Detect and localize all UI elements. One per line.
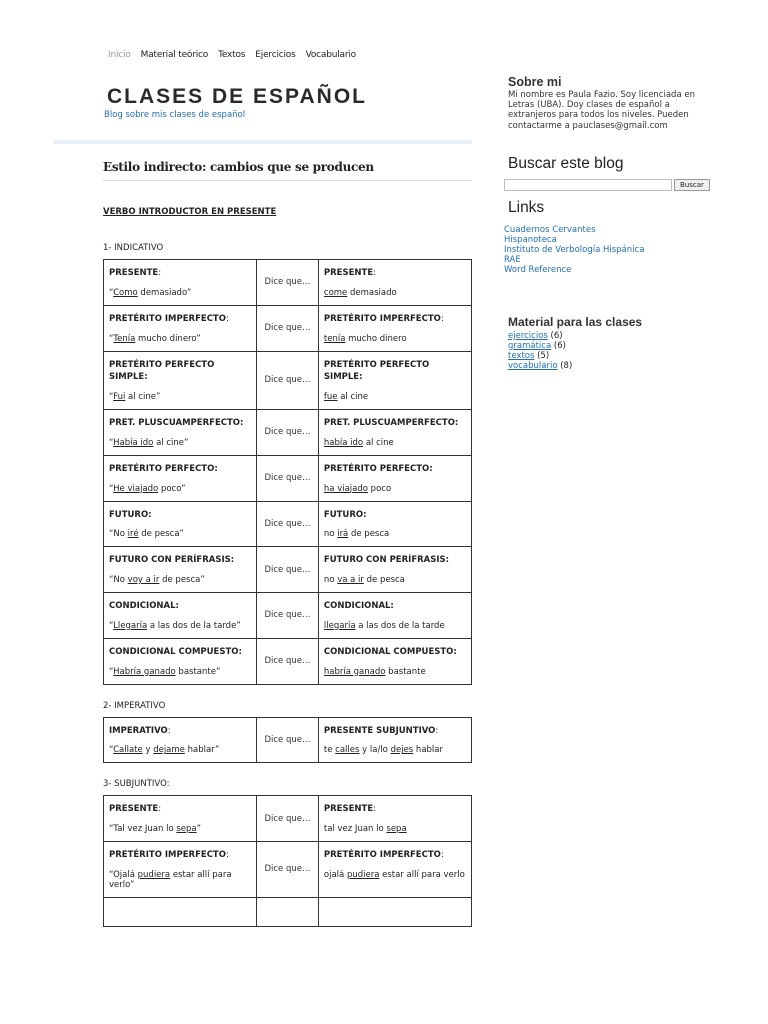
tense-label: CONDICIONAL COMPUESTO: [109,646,242,657]
example-text: al cine” [153,437,189,448]
direct-example [109,870,251,890]
direct-example [109,745,251,755]
table-row [104,501,472,547]
reporting-verb-cell: Dice que… [257,638,319,684]
site-subtitle: Blog sobre mis clases de español [104,110,246,120]
indirect-example [324,667,466,677]
tense-label: IMPERATIVO: [109,725,171,736]
tense-label: CONDICIONAL COMPUESTO: [323,646,457,657]
sidebar-link[interactable]: Word Reference [504,264,572,275]
reporting-verb-cell: Dice que… [257,305,319,351]
conjugation-table [103,259,472,685]
sidebar [504,75,714,371]
example-text: “ [109,287,114,298]
indirect-example [324,392,466,402]
tense-label: PRET. PLUSCUAMPERFECTO: [109,418,244,428]
example-text: mucho dinero [345,333,407,344]
search-title: Buscar este blog [508,154,624,172]
example-text: y [142,745,154,756]
table-row [104,547,472,593]
sidebar-link[interactable]: Cuadernos Cervantes [504,224,596,235]
table-row [104,260,472,306]
example-text: bastante [385,666,426,677]
example-text: “ [109,333,114,344]
example-text: bastante” [175,666,221,677]
direct-example [109,438,251,448]
about-title: Sobre mi [508,75,562,89]
example-text: no [323,575,338,585]
direct-speech-cell [104,501,257,547]
example-text: “No [109,529,128,540]
verb-link[interactable]: voy a ir [127,575,160,585]
direct-speech-cell [104,842,257,898]
table-row [104,593,472,639]
material-link[interactable]: ejercicios [508,330,548,341]
tense-label: PRESENTE: [323,268,377,278]
indirect-speech-cell [318,547,471,593]
verb-link[interactable]: va a ir [337,575,364,585]
verb-link[interactable]: Callate [113,745,143,756]
indirect-speech-cell [318,410,471,456]
verb-link[interactable]: llegaría [323,620,356,631]
verb-link[interactable]: pudiera [137,869,171,880]
direct-example [109,621,251,631]
search-row [504,179,714,191]
example-text: de pesca” [159,575,205,585]
example-text: “ [109,666,114,677]
example-text: hablar” [184,745,220,756]
verb-link[interactable]: habría ganado [323,666,386,677]
verb-link[interactable]: sepa [176,824,197,834]
verb-link[interactable]: Llegaría [113,620,148,631]
indirect-example [324,288,466,298]
tense-label: PRESENTE SUBJUNTIVO: [323,725,439,736]
example-text: de pesca [348,529,390,540]
tense-label: PRETÉRITO PERFECTO: [323,463,433,474]
example-text: al cine [363,437,394,448]
direct-example [109,575,251,585]
reporting-verb-cell: Dice que… [257,547,319,593]
reporting-verb-cell: Dice que… [257,796,319,842]
tense-label: PRETÉRITO PERFECTO: [109,463,218,474]
indirect-example [324,870,466,880]
links-title: Links [508,198,545,216]
sidebar-link[interactable]: Hispanoteca [504,234,557,245]
reporting-verb-cell: Dice que… [257,455,319,501]
link-item [504,235,714,245]
verb-link[interactable]: pudiera [346,869,380,880]
top-nav [108,50,366,60]
tense-label: CONDICIONAL: [109,601,179,611]
tense-label: PRETÉRITO IMPERFECTO: [323,850,444,860]
group-label: 1- INDICATIVO [103,243,164,253]
direct-speech-cell [104,547,257,593]
post-title[interactable]: Estilo indirecto: cambios que se producen [103,160,374,174]
direct-speech-cell [104,897,257,926]
sidebar-link[interactable]: Instituto de Verbología Hispánica [504,244,645,255]
table-row [104,410,472,456]
direct-speech-cell [104,593,257,639]
verb-link[interactable]: He viajado [113,483,159,494]
links-list [504,225,714,275]
reporting-verb-cell: Dice que… [257,410,319,456]
nav-item-ejercicios[interactable]: Ejercicios [255,50,296,60]
conjugation-groups [103,243,472,927]
link-item [504,265,714,275]
verb-link[interactable]: calles [335,745,360,756]
group-label: 2- IMPERATIVO [103,700,166,711]
material-item [508,331,714,341]
table-row [104,796,472,842]
example-text: a las dos de la tarde” [147,620,241,631]
direct-example [109,824,251,834]
indirect-speech-cell [318,455,471,501]
example-text: a las dos de la tarde [355,620,445,631]
material-count: (6) [547,330,563,341]
indirect-example [324,575,466,585]
indirect-speech-cell [318,501,471,547]
verb-link[interactable]: había ido [323,437,364,448]
verb-link[interactable]: dejes [390,745,414,756]
material-count: (6) [551,340,566,351]
example-text: al cine [337,392,369,402]
table-row [104,351,472,410]
material-link[interactable]: gramática [508,340,552,351]
example-text: poco” [158,483,186,494]
material-list [504,331,714,371]
conjugation-table [103,717,472,764]
example-text: estar allí para verlo [379,869,465,880]
direct-speech-cell [104,717,257,763]
direct-speech-cell [104,455,257,501]
direct-speech-cell [104,410,257,456]
direct-example [109,288,251,298]
direct-speech-cell [104,638,257,684]
example-text: poco [367,483,392,494]
tense-label: FUTURO: [109,509,152,520]
group-label: 3- SUBJUNTIVO: [103,779,170,790]
link-item [504,255,714,265]
indirect-speech-cell [318,796,471,842]
tense-label: PRETÉRITO IMPERFECTO: [109,850,229,860]
tense-label: FUTURO: [323,509,367,520]
tense-label: PRETÉRITO PERFECTO SIMPLE: [323,359,430,383]
material-link[interactable]: vocabulario [508,360,558,371]
conjugation-table [103,795,472,927]
nav-item-inicio[interactable]: Inicio [108,50,131,60]
site-title[interactable]: CLASES DE ESPAÑOL [107,85,367,108]
tense-label: PRETÉRITO IMPERFECTO: [109,313,229,324]
reporting-verb-cell: Dice que… [257,351,319,410]
example-text: no [323,529,338,540]
verb-link[interactable]: tenía [323,333,346,344]
indirect-speech-cell [318,717,471,763]
material-title: Material para las clases [508,314,643,329]
material-link[interactable]: textos [508,350,535,361]
table-row [104,842,472,898]
reporting-verb-cell: Dice que… [257,593,319,639]
verb-link[interactable]: Habría ganado [113,666,176,677]
direct-speech-cell [104,351,257,410]
example-text: “ [109,392,114,402]
verb-link[interactable]: sepa [386,824,407,834]
material-item [508,361,714,371]
indirect-example [324,621,466,631]
example-text: tal vez Juan lo [323,824,387,834]
verb-link[interactable]: irá [337,529,349,540]
reporting-verb-cell: Dice que… [257,842,319,898]
direct-example [109,334,251,344]
table-row [104,305,472,351]
example-text: hablar [413,745,443,756]
tense-label: PRET. PLUSCUAMPERFECTO: [323,418,459,428]
example-text: “No [109,575,128,585]
reporting-verb-cell: Dice que… [257,501,319,547]
tense-label: PRETÉRITO PERFECTO SIMPLE: [109,359,215,383]
example-text: estar allí para verlo” [109,869,232,890]
example-text: “ [109,483,114,494]
reporting-verb-cell: Dice que… [257,260,319,306]
example-text: “ [109,745,114,756]
verb-link[interactable]: Tenía [113,333,136,344]
indirect-example [324,529,466,539]
indirect-example [324,334,466,344]
reporting-verb-cell: Dice que… [257,717,319,763]
example-text: “ [109,437,114,448]
material-count: (8) [557,360,573,371]
indirect-speech-cell [318,351,471,410]
nav-item-material-te-rico[interactable]: Material teórico [140,50,209,60]
indirect-speech-cell [318,842,471,898]
verb-link[interactable]: come [323,287,348,298]
nav-item-textos[interactable]: Textos [218,50,246,60]
reporting-verb-cell [257,897,319,926]
example-text: demasiado [347,287,397,298]
indirect-example [324,745,466,755]
search-button[interactable]: Buscar [674,179,710,191]
tense-label: FUTURO CON PERÍFRASIS: [323,555,450,566]
indirect-example [324,484,466,494]
example-text: de pesca” [138,529,184,540]
link-item [504,225,714,235]
tense-label: PRESENTE: [109,804,162,815]
example-text: “Ojalá [109,869,138,880]
verb-link[interactable]: dejame [153,745,185,756]
indirect-speech-cell [318,260,471,306]
table-row [104,455,472,501]
example-text: te [323,745,336,756]
indirect-example [324,438,466,448]
indirect-speech-cell [318,305,471,351]
search-input[interactable] [504,179,672,191]
example-text: ojalá [323,869,347,880]
tense-label: PRESENTE: [109,268,162,278]
direct-speech-cell [104,796,257,842]
indirect-speech-cell [318,638,471,684]
direct-example [109,667,251,677]
indirect-example [324,824,466,834]
example-text: demasiado” [137,287,192,298]
about-text: Mi nombre es Paula Fazio. Soy licenciada en Letras (UBA). Doy clases de español a extranjeros para todos los niveles. Pueden contactarme a pauclases@gmail.com [508,90,695,131]
verb-link[interactable]: Había ido [113,437,154,448]
post-divider [103,180,472,181]
direct-example [109,484,251,494]
material-count: (5) [534,350,550,361]
example-text: ” [196,824,202,834]
header-divider [54,140,472,144]
example-text: de pesca [363,575,405,585]
verb-link[interactable]: Fui [113,392,126,402]
example-text: al cine” [125,392,161,402]
tense-label: PRETÉRITO IMPERFECTO: [323,313,444,324]
table-row [104,638,472,684]
material-item [508,341,714,351]
direct-example [109,529,251,539]
table-row [104,717,472,763]
example-text: y la/lo [359,745,391,756]
table-row [104,897,472,926]
material-item [508,351,714,361]
tense-label: PRESENTE: [323,804,377,815]
sidebar-link[interactable]: RAE [504,254,521,265]
verb-link[interactable]: Como [113,287,138,298]
verb-link[interactable]: iré [127,529,139,540]
post [103,160,472,927]
tense-label: CONDICIONAL: [323,601,394,611]
verb-link[interactable]: fue [323,392,338,402]
direct-example [109,392,251,402]
direct-speech-cell [104,305,257,351]
nav-item-vocabulario[interactable]: Vocabulario [305,50,356,60]
indirect-speech-cell [318,897,471,926]
tense-label: FUTURO CON PERÍFRASIS: [109,555,235,566]
example-text: “ [109,620,114,631]
direct-speech-cell [104,260,257,306]
example-text: “Tal vez Juan lo [109,824,177,834]
verb-link[interactable]: ha viajado [323,483,368,494]
section-heading: VERBO INTRODUCTOR EN PRESENTE [103,207,277,217]
example-text: mucho dinero” [135,333,201,344]
link-item [504,245,714,255]
indirect-speech-cell [318,593,471,639]
